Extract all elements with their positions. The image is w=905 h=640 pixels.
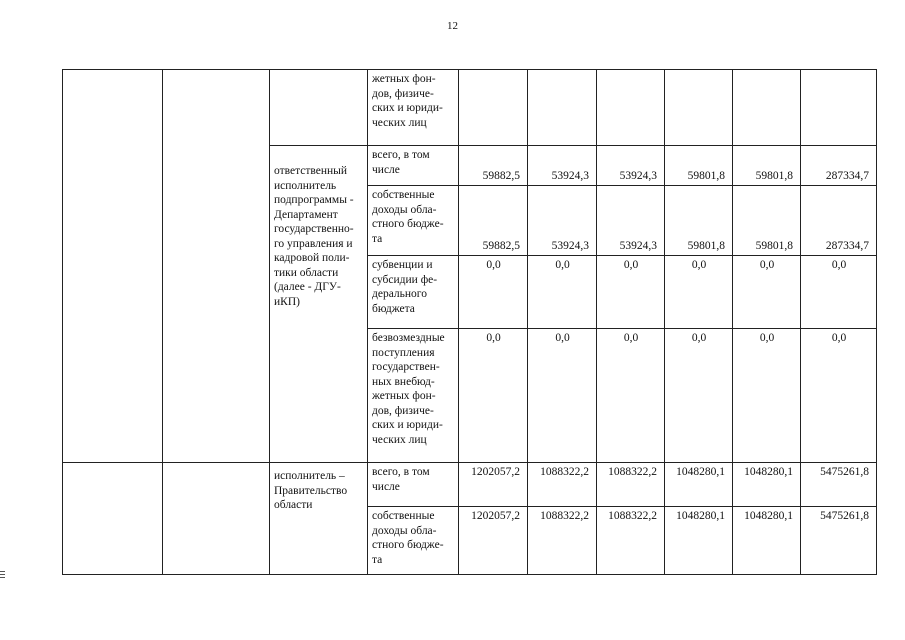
value-cell: 59882,5 bbox=[459, 146, 528, 186]
executor-cell bbox=[270, 463, 368, 575]
value-cell: 1088322,2 bbox=[528, 463, 597, 507]
value-cell: 1088322,2 bbox=[528, 507, 597, 575]
value-cell: 1048280,1 bbox=[733, 463, 801, 507]
value-cell: 0,0 bbox=[801, 329, 877, 463]
budget-table bbox=[62, 69, 877, 575]
value-cell: 59801,8 bbox=[665, 146, 733, 186]
program-cell bbox=[63, 463, 163, 575]
source-label: безвозмездные поступления государствен- ных внебюд- жетных фон- дов, физиче- ских и юриди- ческих лиц bbox=[372, 332, 445, 446]
page-number: 12 bbox=[447, 20, 458, 32]
value-cell: 1048280,1 bbox=[665, 463, 733, 507]
subprogram-cell bbox=[163, 463, 270, 575]
value-cell: 0,0 bbox=[597, 256, 665, 329]
source-label: всего, в том числе bbox=[372, 466, 430, 493]
source-label: собственные доходы обла- стного бюдже- та bbox=[372, 189, 444, 245]
value-cell bbox=[597, 70, 665, 146]
value-cell: 1088322,2 bbox=[597, 463, 665, 507]
value-cell: 0,0 bbox=[528, 256, 597, 329]
value-cell: 0,0 bbox=[597, 329, 665, 463]
source-cell bbox=[368, 146, 459, 186]
source-label: жетных фон- дов, физиче- ских и юриди- ческих лиц bbox=[372, 73, 443, 129]
value-cell: 0,0 bbox=[733, 329, 801, 463]
value-cell: 0,0 bbox=[733, 256, 801, 329]
value-cell: 59882,5 bbox=[459, 186, 528, 256]
value-cell: 1048280,1 bbox=[665, 507, 733, 575]
value-cell bbox=[665, 70, 733, 146]
value-cell: 0,0 bbox=[801, 256, 877, 329]
executor-cell bbox=[270, 146, 368, 463]
value-cell: 0,0 bbox=[665, 329, 733, 463]
value-cell: 59801,8 bbox=[733, 146, 801, 186]
value-cell: 59801,8 bbox=[733, 186, 801, 256]
value-cell: 0,0 bbox=[459, 256, 528, 329]
value-cell: 0,0 bbox=[665, 256, 733, 329]
value-cell: 53924,3 bbox=[528, 146, 597, 186]
program-cell bbox=[63, 70, 163, 463]
source-cell bbox=[368, 329, 459, 463]
executor-label: исполнитель – Правительство области bbox=[274, 470, 348, 511]
margin-mark bbox=[0, 571, 5, 580]
value-cell: 1088322,2 bbox=[597, 507, 665, 575]
source-cell bbox=[368, 186, 459, 256]
value-cell bbox=[528, 70, 597, 146]
value-cell bbox=[459, 70, 528, 146]
source-label: собственные доходы обла- стного бюдже- та bbox=[372, 510, 444, 566]
table-row bbox=[63, 70, 877, 146]
table-row bbox=[63, 463, 877, 507]
subprogram-cell bbox=[163, 70, 270, 463]
value-cell: 5475261,8 bbox=[801, 507, 877, 575]
value-cell bbox=[733, 70, 801, 146]
source-cell bbox=[368, 507, 459, 575]
source-cell bbox=[368, 256, 459, 329]
value-cell bbox=[801, 70, 877, 146]
value-cell: 287334,7 bbox=[801, 146, 877, 186]
value-cell: 1202057,2 bbox=[459, 463, 528, 507]
value-cell: 0,0 bbox=[459, 329, 528, 463]
value-cell: 0,0 bbox=[528, 329, 597, 463]
value-cell: 59801,8 bbox=[665, 186, 733, 256]
value-cell: 53924,3 bbox=[597, 186, 665, 256]
executor-cell bbox=[270, 70, 368, 146]
source-cell bbox=[368, 463, 459, 507]
value-cell: 1202057,2 bbox=[459, 507, 528, 575]
source-label: субвенции и субсидии фе- дерального бюджета bbox=[372, 259, 438, 315]
value-cell: 1048280,1 bbox=[733, 507, 801, 575]
value-cell: 53924,3 bbox=[597, 146, 665, 186]
value-cell: 287334,7 bbox=[801, 186, 877, 256]
value-cell: 5475261,8 bbox=[801, 463, 877, 507]
source-cell bbox=[368, 70, 459, 146]
value-cell: 53924,3 bbox=[528, 186, 597, 256]
source-label: всего, в том числе bbox=[372, 149, 430, 176]
executor-label: ответственный исполнитель подпрограммы - Департамент государственно- го управления и кадровой поли- тики области (далее - ДГУ- иКП) bbox=[274, 165, 354, 308]
